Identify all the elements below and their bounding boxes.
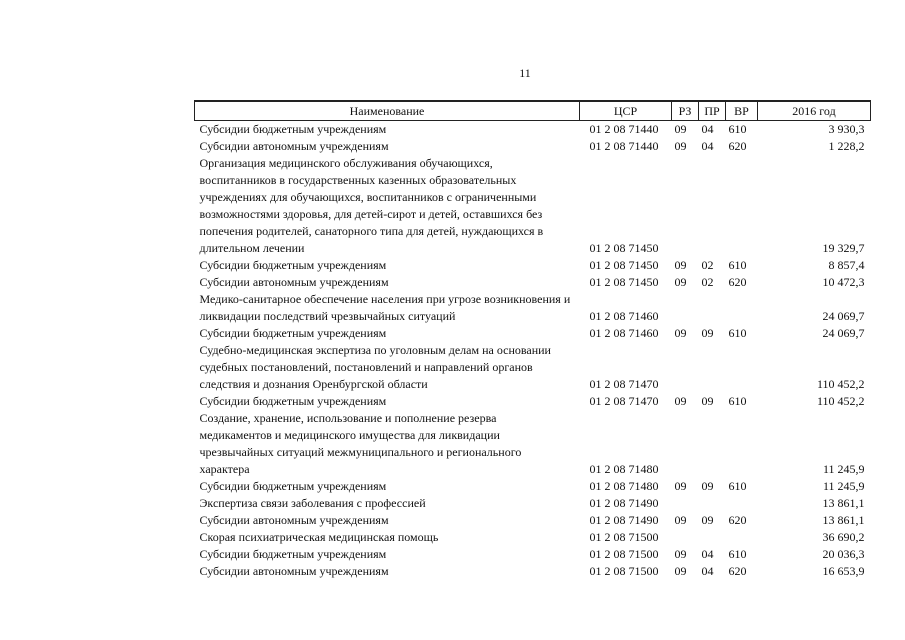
row-csr-cell: 01 2 08 71460 [589, 326, 659, 340]
row-name-cell: Скорая психиатрическая медицинская помощь [199, 530, 439, 544]
row-rz-cell [672, 495, 699, 512]
row-csr-cell: 01 2 08 71450 [589, 275, 659, 289]
row-vr-cell: 620 [728, 564, 747, 578]
row-vr-cell: 620 [728, 513, 747, 527]
budget-table [194, 100, 871, 580]
table-header [195, 101, 871, 121]
page-number: 11 [519, 66, 531, 80]
row-csr-cell: 01 2 08 71470 [589, 394, 659, 408]
row-csr-cell: 01 2 08 71460 [589, 309, 659, 323]
row-name-cell: Субсидии автономным учреждениям [199, 275, 389, 289]
table-row [195, 155, 871, 257]
row-csr-cell: 01 2 08 71480 [589, 479, 659, 493]
row-vr-cell: 610 [728, 326, 747, 340]
row-name-cell: Субсидии бюджетным учреждениям [199, 258, 387, 272]
row-name-cell: Субсидии бюджетным учреждениям [199, 326, 387, 340]
row-pr-cell: 04 [701, 122, 714, 136]
table-row [195, 393, 871, 410]
table-row [195, 478, 871, 495]
header-row [195, 101, 871, 121]
row-csr-cell: 01 2 08 71490 [589, 513, 659, 527]
table-row [195, 563, 871, 580]
row-vr-cell: 620 [728, 139, 747, 153]
row-name-cell: Субсидии автономным учреждениям [199, 564, 389, 578]
row-pr-cell: 02 [701, 275, 714, 289]
row-csr-cell: 01 2 08 71470 [589, 377, 659, 391]
header-vr: ВР [726, 101, 758, 121]
row-pr-cell: 09 [701, 326, 714, 340]
row-rz-cell: 09 [674, 564, 687, 578]
row-csr-cell: 01 2 08 71500 [589, 530, 659, 544]
header-pr: ПР [699, 101, 726, 121]
row-pr-cell: 09 [701, 394, 714, 408]
row-pr-cell: 04 [701, 547, 714, 561]
row-sum-cell: 10 472,3 [822, 275, 865, 289]
row-rz-cell: 09 [674, 258, 687, 272]
row-pr-cell: 02 [701, 258, 714, 272]
row-sum-cell: 3 930,3 [828, 122, 865, 136]
row-rz-cell: 09 [674, 275, 687, 289]
row-pr-cell: 04 [701, 564, 714, 578]
row-csr-cell: 01 2 08 71440 [589, 122, 659, 136]
row-name-cell: Субсидии автономным учреждениям [199, 513, 389, 527]
row-pr-cell [699, 342, 726, 393]
row-vr-cell: 610 [728, 547, 747, 561]
row-rz-cell: 09 [674, 547, 687, 561]
row-name-cell: Субсидии бюджетным учреждениям [199, 122, 387, 136]
row-csr-cell: 01 2 08 71440 [589, 139, 659, 153]
row-rz-cell: 09 [674, 513, 687, 527]
row-vr-cell [726, 342, 758, 393]
table-row [195, 325, 871, 342]
row-sum-cell: 36 690,2 [822, 530, 865, 544]
table-row [195, 257, 871, 274]
row-name-cell: Экспертиза связи заболевания с профессией [199, 496, 426, 510]
row-rz-cell [672, 529, 699, 546]
row-sum-cell: 110 452,2 [816, 377, 865, 391]
table-row [195, 410, 871, 478]
row-name-cell: Субсидии автономным учреждениям [199, 139, 389, 153]
row-rz-cell: 09 [674, 394, 687, 408]
row-name-cell: Субсидии бюджетным учреждениям [199, 547, 387, 561]
row-vr-cell: 610 [728, 479, 747, 493]
header-csr: ЦСР [580, 101, 672, 121]
table-row [195, 529, 871, 546]
header-rz: РЗ [672, 101, 699, 121]
row-vr-cell [726, 529, 758, 546]
row-rz-cell [672, 342, 699, 393]
row-rz-cell [672, 291, 699, 325]
row-name-cell: Субсидии бюджетным учреждениям [199, 479, 387, 493]
row-vr-cell: 610 [728, 258, 747, 272]
row-sum-cell: 24 069,7 [822, 326, 865, 340]
row-sum-cell: 8 857,4 [828, 258, 865, 272]
row-sum-cell: 11 245,9 [822, 462, 865, 476]
row-rz-cell: 09 [674, 326, 687, 340]
row-sum-cell: 1 228,2 [828, 139, 865, 153]
row-csr-cell: 01 2 08 71480 [589, 462, 659, 476]
row-pr-cell: 04 [701, 139, 714, 153]
row-sum-cell: 11 245,9 [822, 479, 865, 493]
row-csr-cell: 01 2 08 71500 [589, 564, 659, 578]
row-name-cell: Создание, хранение, использование и пополнение резерва медикаментов и медицинского имущества для ликвидации чрезвычайных ситуаций межмуниципального и регионального характера [199, 411, 522, 476]
table-row [195, 291, 871, 325]
row-pr-cell [699, 155, 726, 257]
row-name-cell: Организация медицинского обслуживания обучающихся, воспитанников в государственных казенных образовательных учреждениях для обучающихся, воспитанников с ограниченными возможностями здоровья, для детей-сирот и детей, оставшихся без попечения родителей, санаторного типа для детей, нуждающихся в длительном лечении [199, 156, 544, 255]
row-rz-cell [672, 155, 699, 257]
row-csr-cell: 01 2 08 71450 [589, 258, 659, 272]
table-body [195, 121, 871, 581]
row-sum-cell: 110 452,2 [816, 394, 865, 408]
row-csr-cell: 01 2 08 71450 [589, 241, 659, 255]
row-sum-cell: 19 329,7 [822, 241, 865, 255]
row-pr-cell [699, 529, 726, 546]
row-sum-cell: 20 036,3 [822, 547, 865, 561]
row-sum-cell: 13 861,1 [822, 496, 865, 510]
row-csr-cell: 01 2 08 71490 [589, 496, 659, 510]
row-pr-cell [699, 495, 726, 512]
table-row [195, 495, 871, 512]
row-vr-cell [726, 495, 758, 512]
row-name-cell: Судебно-медицинская экспертиза по уголовным делам на основании судебных постановлений, постановлений и направлений органов следствия и дознания Оренбургской области [199, 343, 551, 391]
header-sum-2016: 2016 год [758, 101, 871, 121]
row-pr-cell: 09 [701, 513, 714, 527]
table-row [195, 512, 871, 529]
row-pr-cell [699, 291, 726, 325]
row-vr-cell: 620 [728, 275, 747, 289]
table-row [195, 121, 871, 139]
row-name-cell: Субсидии бюджетным учреждениям [199, 394, 387, 408]
row-pr-cell [699, 410, 726, 478]
row-vr-cell: 610 [728, 394, 747, 408]
table-row [195, 342, 871, 393]
row-vr-cell: 610 [728, 122, 747, 136]
table-row [195, 274, 871, 291]
row-vr-cell [726, 410, 758, 478]
table-row [195, 138, 871, 155]
row-name-cell: Медико-санитарное обеспечение населения при угрозе возникновения и ликвидации последствий чрезвычайных ситуаций [199, 292, 571, 323]
row-pr-cell: 09 [701, 479, 714, 493]
row-sum-cell: 16 653,9 [822, 564, 865, 578]
row-vr-cell [726, 155, 758, 257]
row-rz-cell [672, 410, 699, 478]
header-name: Наименование [195, 101, 580, 121]
row-sum-cell: 24 069,7 [822, 309, 865, 323]
row-sum-cell: 13 861,1 [822, 513, 865, 527]
row-rz-cell: 09 [674, 479, 687, 493]
row-rz-cell: 09 [674, 139, 687, 153]
row-rz-cell: 09 [674, 122, 687, 136]
row-vr-cell [726, 291, 758, 325]
row-csr-cell: 01 2 08 71500 [589, 547, 659, 561]
table-row [195, 546, 871, 563]
